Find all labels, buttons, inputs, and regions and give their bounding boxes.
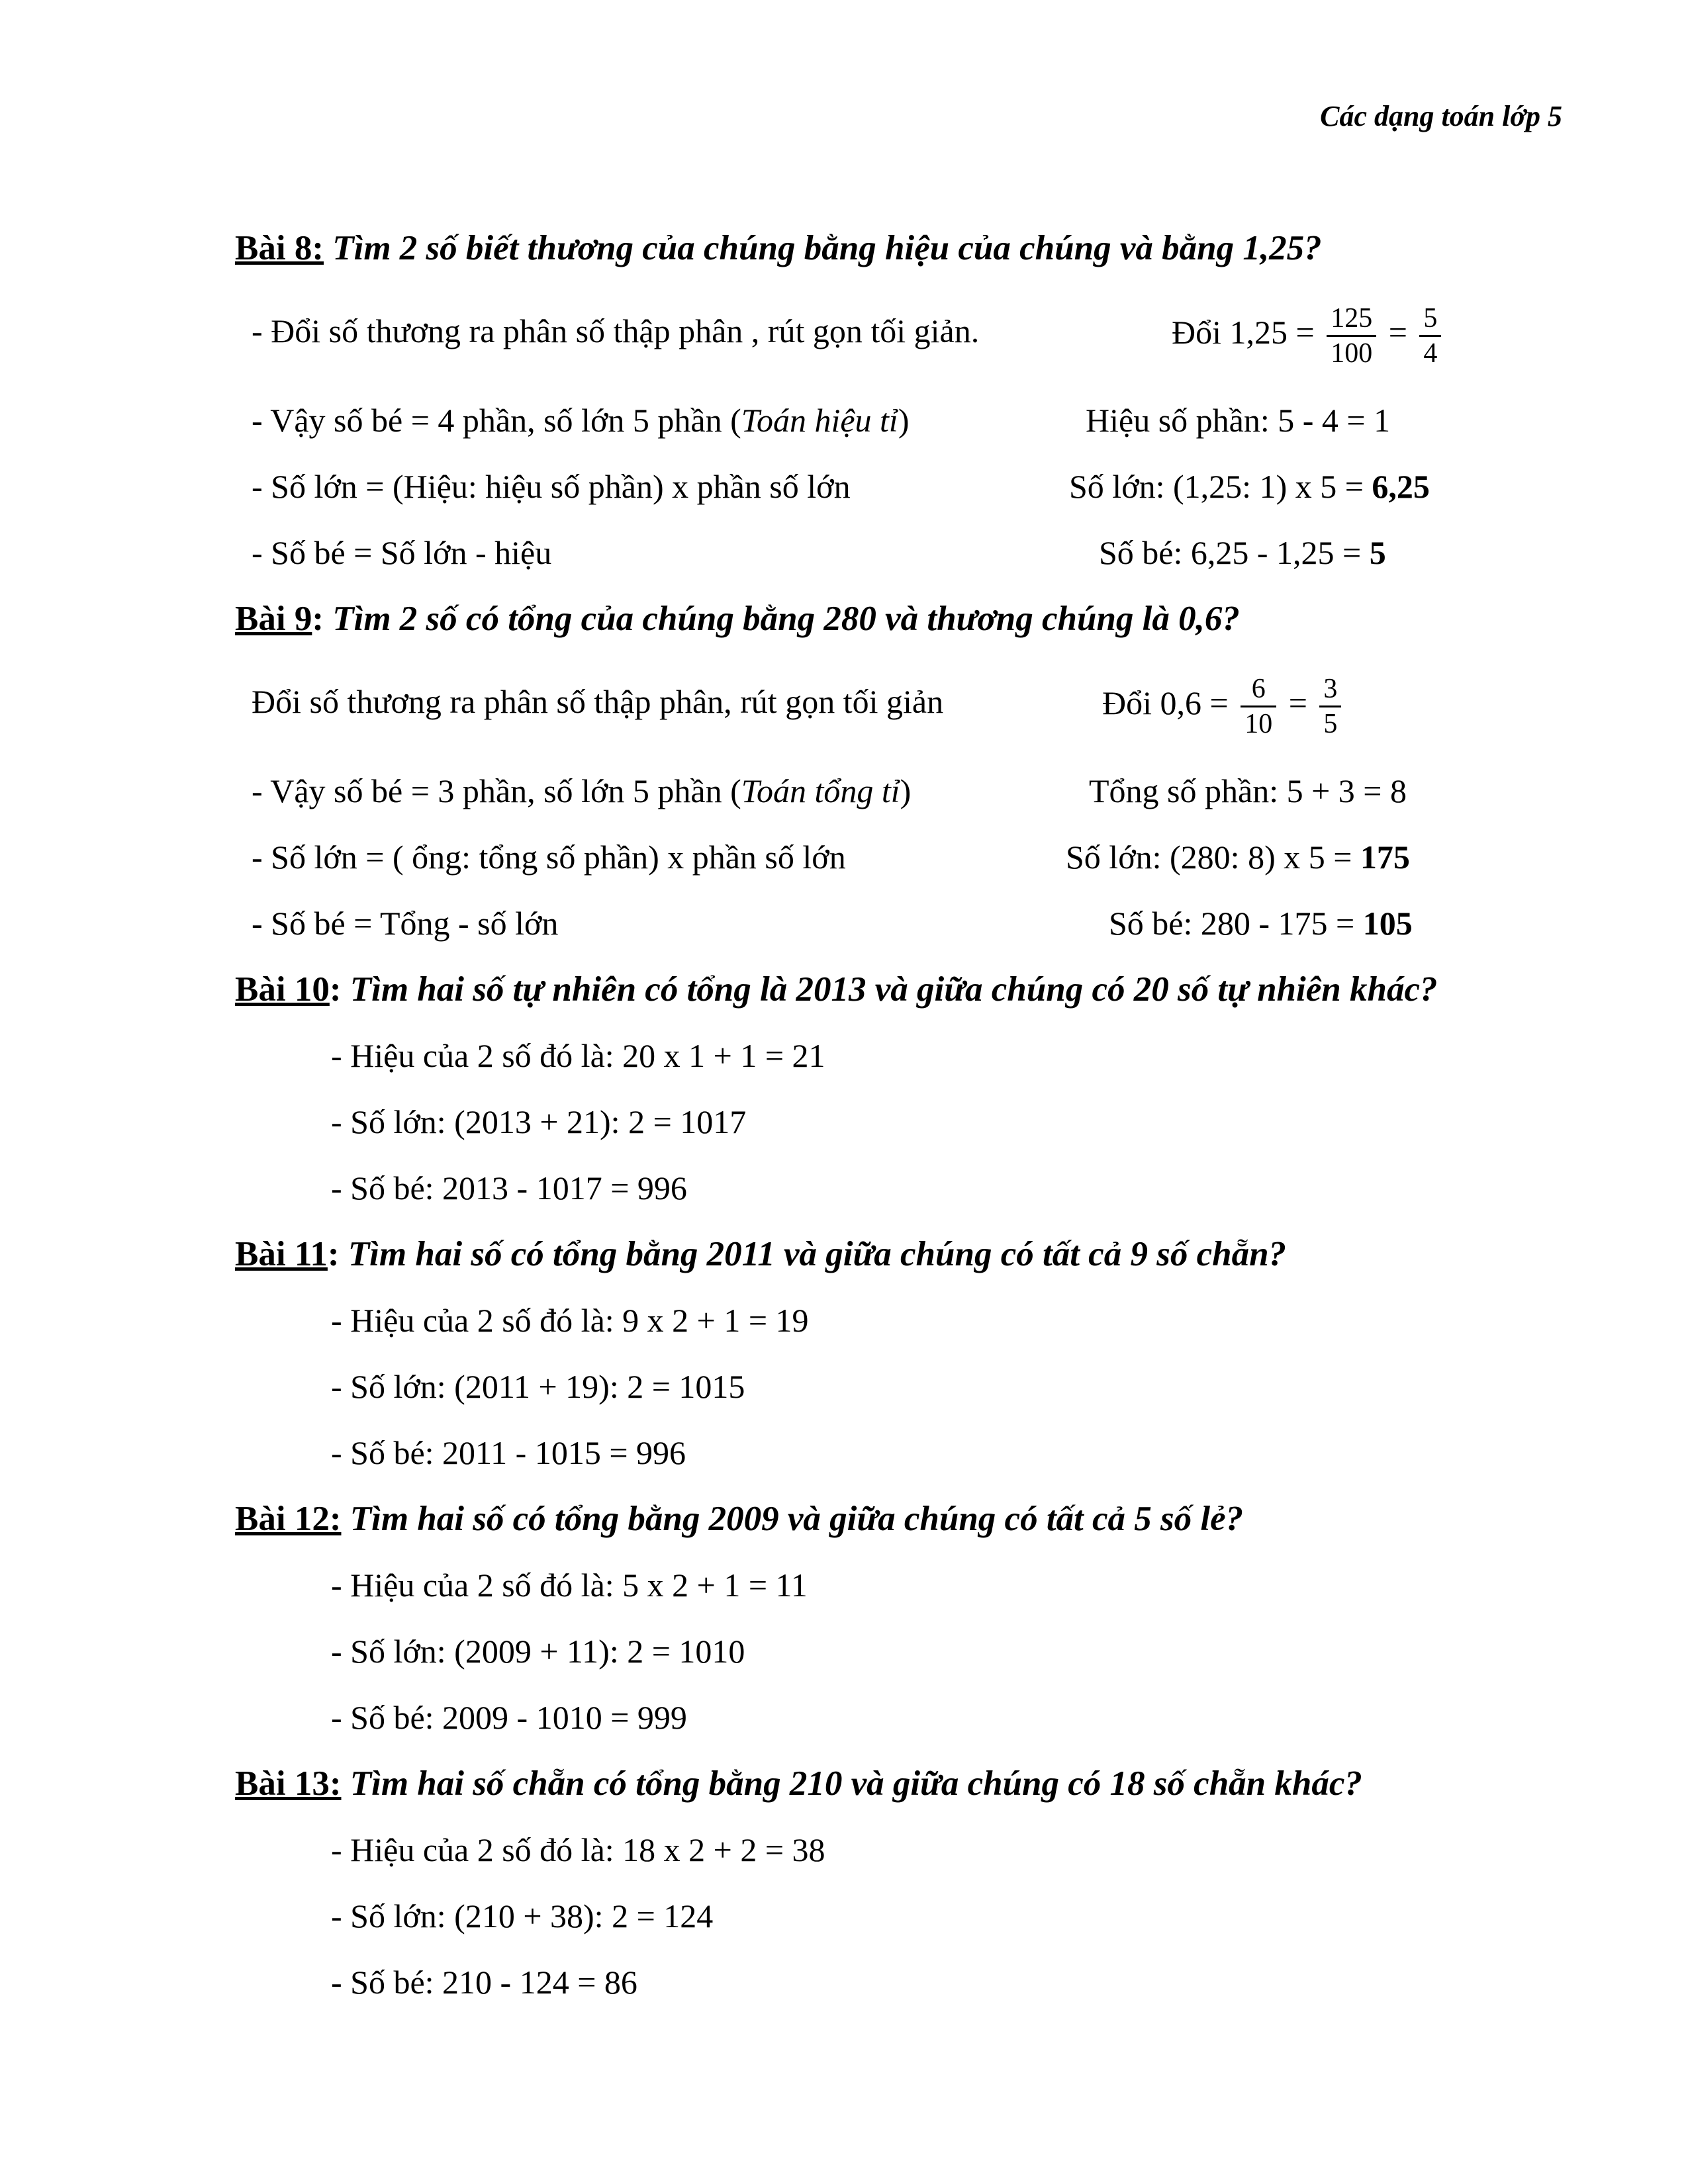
bai11-step2: - Số lớn: (2011 + 19): 2 = 1015 xyxy=(331,1368,745,1405)
bai8-step1-right xyxy=(1172,299,1445,370)
bai12-title xyxy=(235,1499,1243,1539)
bai10-step1: - Hiệu của 2 số đó là: 20 x 1 + 1 = 21 xyxy=(331,1037,825,1074)
method-name: Toán hiệu tỉ xyxy=(741,402,898,439)
fraction-denominator: 5 xyxy=(1323,709,1338,740)
colon: : xyxy=(329,970,342,1009)
bai8-step4-left: - Số bé = Số lớn - hiệu xyxy=(252,534,552,571)
equals-sign: = xyxy=(1388,314,1407,351)
colon: : xyxy=(312,600,324,638)
bai8-step3-right xyxy=(1069,467,1430,506)
bai13-question: Tìm hai số chẵn có tổng bằng 210 và giữa chúng có 18 số chẵn khác? xyxy=(350,1764,1362,1803)
bai8-convert-text: Đổi 1,25 = xyxy=(1172,314,1315,351)
bai13-label: Bài 13: xyxy=(235,1764,342,1803)
colon: : xyxy=(327,1235,340,1273)
bai10-title xyxy=(235,970,1438,1009)
bai11-step1: - Hiệu của 2 số đó là: 9 x 2 + 1 = 19 xyxy=(331,1302,809,1339)
bai8-fraction-5-4 xyxy=(1419,302,1441,370)
bai12-step3: - Số bé: 2009 - 1010 = 999 xyxy=(331,1699,687,1736)
bai11-title xyxy=(235,1234,1286,1274)
answer: 105 xyxy=(1362,905,1413,942)
bai12-label: Bài 12: xyxy=(235,1500,342,1538)
fraction-numerator: 6 xyxy=(1241,672,1276,707)
bai10-label: Bài 10 xyxy=(235,970,330,1009)
bai12-question: Tìm hai số có tổng bằng 2009 và giữa chúng có tất cả 5 số lẻ? xyxy=(350,1500,1244,1538)
bai8-title xyxy=(235,228,1322,268)
text: ) xyxy=(900,772,912,809)
bai9-step2-left xyxy=(252,771,911,811)
text: Số bé: 280 - 175 = xyxy=(1109,905,1355,942)
fraction-denominator: 10 xyxy=(1244,709,1273,740)
bai10-question: Tìm hai số tự nhiên có tổng là 2013 và giữa chúng có 20 số tự nhiên khác? xyxy=(350,970,1438,1009)
bai11-label: Bài 11 xyxy=(235,1235,328,1273)
bai8-step2-right: Hiệu số phần: 5 - 4 = 1 xyxy=(1086,402,1391,439)
fraction-denominator: 100 xyxy=(1331,338,1373,369)
text: - Vậy số bé = 4 phần, số lớn 5 phần ( xyxy=(252,402,741,439)
bai9-title xyxy=(235,599,1240,639)
bai9-fraction-3-5 xyxy=(1319,672,1341,741)
text: ) xyxy=(898,402,910,439)
bai9-step2-right: Tổng số phần: 5 + 3 = 8 xyxy=(1089,772,1407,809)
text: Số bé: 6,25 - 1,25 = xyxy=(1099,534,1362,571)
bai11-step3: - Số bé: 2011 - 1015 = 996 xyxy=(331,1434,686,1471)
fraction-denominator: 4 xyxy=(1423,338,1438,369)
bai8-step4-right xyxy=(1099,533,1386,572)
method-name: Toán tổng tỉ xyxy=(741,772,900,809)
answer: 175 xyxy=(1360,839,1410,876)
bai10-step2: - Số lớn: (2013 + 21): 2 = 1017 xyxy=(331,1103,747,1140)
answer: 6,25 xyxy=(1372,468,1430,505)
text: - Vậy số bé = 3 phần, số lớn 5 phần ( xyxy=(252,772,741,809)
bai10-step3: - Số bé: 2013 - 1017 = 996 xyxy=(331,1169,687,1206)
bai12-step1: - Hiệu của 2 số đó là: 5 x 2 + 1 = 11 xyxy=(331,1567,808,1604)
bai13-step3: - Số bé: 210 - 124 = 86 xyxy=(331,1964,637,2001)
bai8-step1-left: - Đổi số thương ra phân số thập phân , rút gọn tối giản. xyxy=(252,312,980,349)
bai13-title xyxy=(235,1764,1362,1803)
fraction-numerator: 125 xyxy=(1327,302,1376,337)
bai9-step4-left: - Số bé = Tổng - số lớn xyxy=(252,905,559,942)
bai9-fraction-6-10 xyxy=(1241,672,1276,741)
bai8-step3-left: - Số lớn = (Hiệu: hiệu số phần) x phần số lớn xyxy=(252,468,851,505)
bai13-step1: - Hiệu của 2 số đó là: 18 x 2 + 2 = 38 xyxy=(331,1831,825,1868)
bai13-step2: - Số lớn: (210 + 38): 2 = 124 xyxy=(331,1897,714,1934)
bai9-question: Tìm 2 số có tổng của chúng bằng 280 và thương chúng là 0,6? xyxy=(332,600,1240,638)
bai9-step1-right xyxy=(1102,670,1345,741)
bai9-convert-text: Đổi 0,6 = xyxy=(1102,684,1229,721)
bai9-label: Bài 9 xyxy=(235,600,312,638)
bai8-fraction-125-100 xyxy=(1327,302,1376,370)
bai9-step1-left: Đổi số thương ra phân số thập phân, rút gọn tối giản xyxy=(252,683,944,720)
bai9-step3-left: - Số lớn = ( ổng: tổng số phần) x phần số lớn xyxy=(252,839,846,876)
fraction-numerator: 3 xyxy=(1319,672,1341,707)
text: Số lớn: (280: 8) x 5 = xyxy=(1066,839,1352,876)
bai9-step4-right xyxy=(1109,903,1413,943)
fraction-numerator: 5 xyxy=(1419,302,1441,337)
text: Số lớn: (1,25: 1) x 5 = xyxy=(1069,468,1364,505)
equals-sign: = xyxy=(1288,684,1307,721)
answer: 5 xyxy=(1369,534,1386,571)
bai8-label: Bài 8: xyxy=(235,229,324,267)
page-header: Các dạng toán lớp 5 xyxy=(1320,100,1562,132)
bai8-step2-left xyxy=(252,400,909,440)
bai8-question: Tìm 2 số biết thương của chúng bằng hiệu của chúng và bằng 1,25? xyxy=(332,229,1322,267)
bai11-question: Tìm hai số có tổng bằng 2011 và giữa chúng có tất cả 9 số chẵn? xyxy=(348,1235,1287,1273)
bai9-step3-right xyxy=(1066,837,1410,877)
bai12-step2: - Số lớn: (2009 + 11): 2 = 1010 xyxy=(331,1633,745,1670)
